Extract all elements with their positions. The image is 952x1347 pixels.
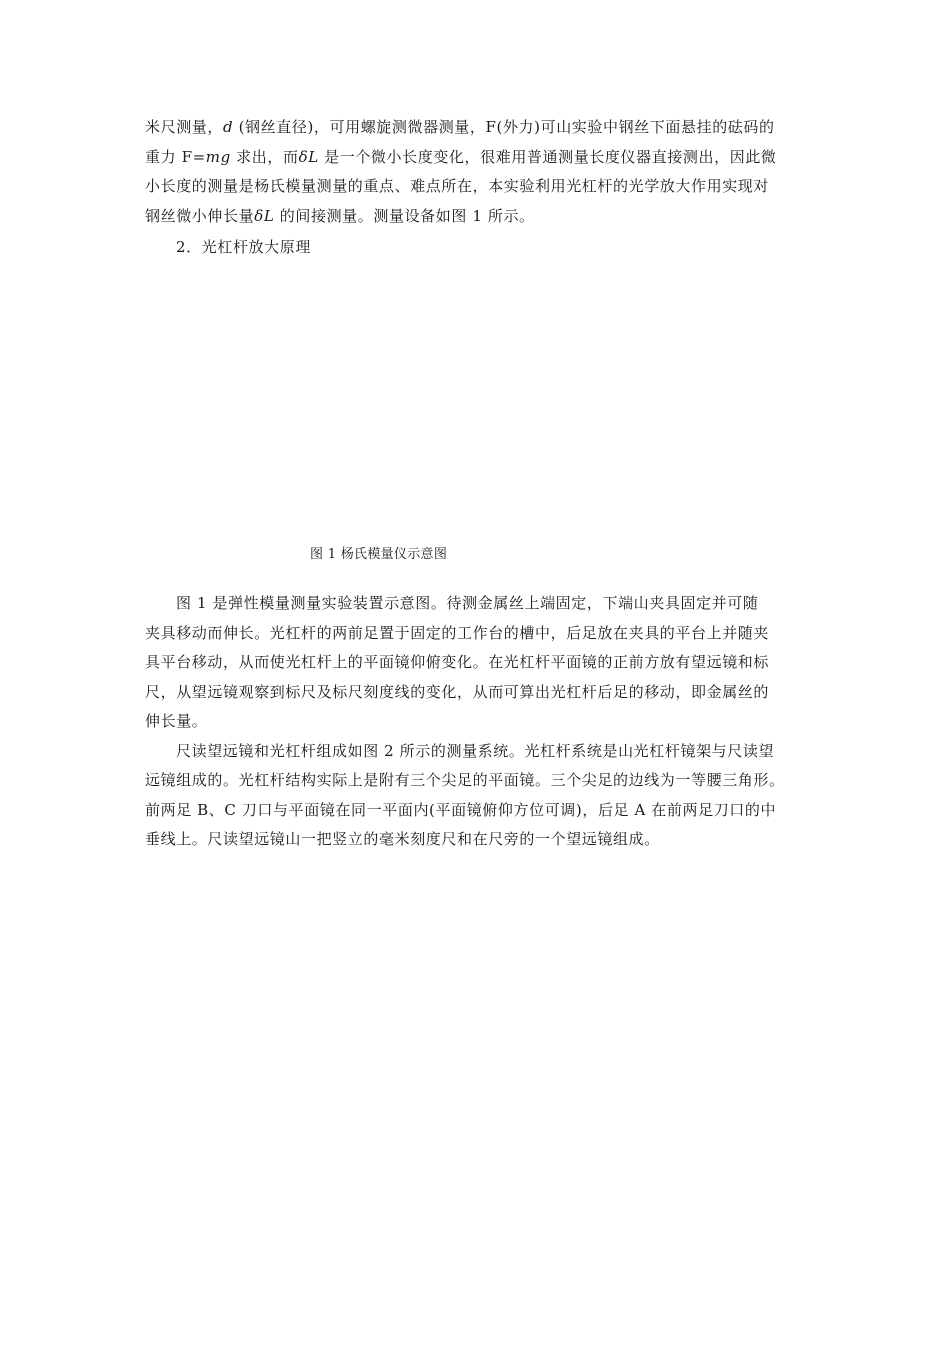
text-run: 小长度的测量是杨氏模量测量的重点、难点所在，本实验利用光杠杆的光学放大作用实现对	[145, 177, 770, 195]
paragraph-line: 夹具移动而伸长。光杠杆的两前足置于固定的工作台的槽中，后足放在夹具的平台上并随夹	[145, 623, 770, 642]
intro-line	[145, 202, 810, 232]
text-run: 钢丝微小伸长量	[145, 206, 255, 225]
text-run: 米尺测量，	[145, 118, 224, 136]
text-run: 的间接测量。测量设备如图 1 所示。	[274, 206, 535, 225]
paragraph-line: 伸长量。	[145, 712, 208, 730]
paragraph-apparatus	[145, 589, 810, 737]
paragraph-optical-lever	[145, 737, 810, 855]
paragraph-line: 具平台移动，从而使光杠杆上的平面镜仰俯变化。在光杠杆平面镜的正前方放有望远镜和标	[145, 653, 770, 671]
paragraph-line: 尺，从望远镜观察到标尺及标尺刻度线的变化，从而可算出光杠杆后足的移动，即金属丝的	[145, 682, 770, 701]
paragraph-line: 远镜组成的。光杠杆结构实际上是附有三个尖足的平面镜。三个尖足的边线为一等腰三角形。	[145, 771, 785, 789]
intro-line	[145, 113, 810, 143]
text-run: 求出，而	[230, 147, 299, 166]
intro-line	[145, 172, 810, 202]
body-text	[145, 589, 810, 855]
math-symbol-d: d	[223, 118, 234, 136]
math-symbol-delta-l: δL	[254, 206, 275, 225]
section-heading: 2．光杠杆放大原理	[176, 238, 311, 256]
intro-paragraph	[145, 113, 810, 231]
text-run: 重力 F=	[145, 147, 206, 166]
paragraph-line: 垂线上。尺读望远镜山一把竖立的毫米刻度尺和在尺旁的一个望远镜组成。	[145, 830, 660, 848]
intro-line	[145, 143, 810, 173]
math-symbol-delta-l: δL	[298, 147, 319, 166]
paragraph-line: 图 1 是弹性模量测量实验装置示意图。待测金属丝上端固定，下端山夹具固定并可随	[176, 594, 759, 612]
text-run: (钢丝直径)，可用螺旋测微器测量，F(外力)可山实验中钢丝下面悬挂的砝码的	[233, 118, 775, 136]
text-run: 是一个微小长度变化，很难用普通测量长度仪器直接测出，因此微	[318, 147, 777, 166]
figure-1-placeholder	[145, 270, 810, 535]
paragraph-line: 尺读望远镜和光杠杆组成如图 2 所示的测量系统。光杠杆系统是山光杠杆镜架与尺读望	[176, 741, 775, 760]
math-symbol-mg: mg	[205, 147, 231, 166]
paragraph-line: 前两足 B、C 刀口与平面镜在同一平面内(平面镜俯仰方位可调)，后足 A 在前两足刀口的中	[145, 800, 777, 819]
figure-caption: 图 1 杨氏模量仪示意图	[310, 547, 448, 562]
